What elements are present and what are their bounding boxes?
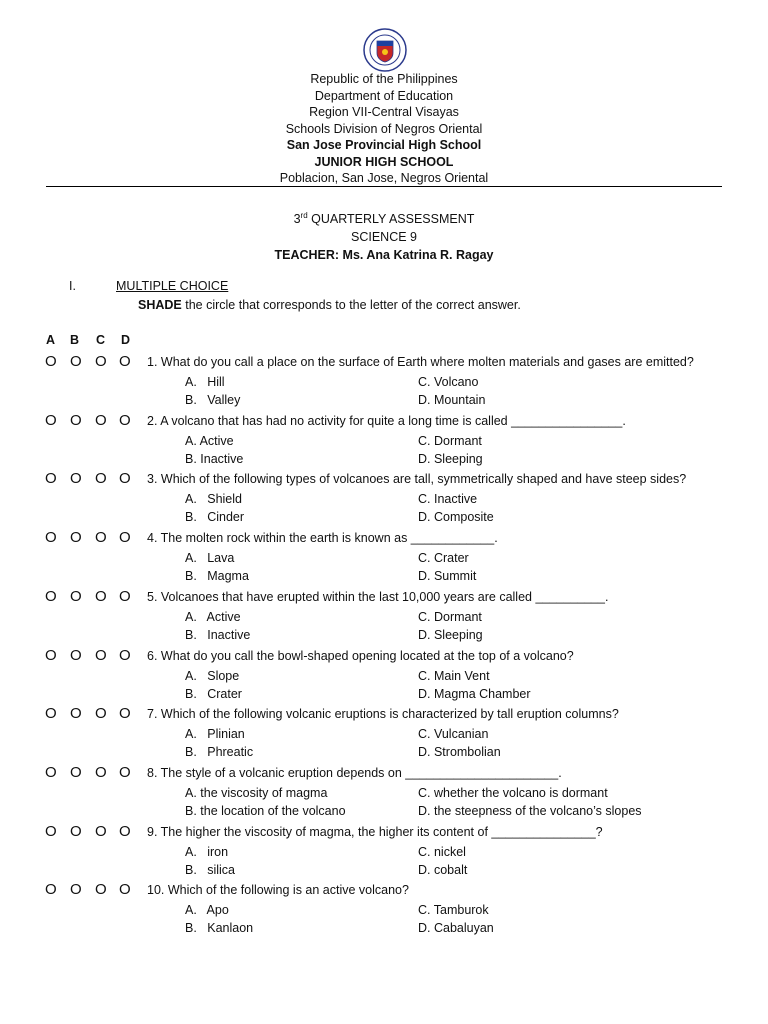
question-text: 8. The style of a volcanic eruption depends on ______________________. bbox=[147, 765, 562, 780]
question-item bbox=[0, 646, 768, 707]
option-a: A. Slope bbox=[185, 668, 240, 683]
answer-circle-b[interactable]: O bbox=[70, 587, 82, 605]
answer-circle-b[interactable]: O bbox=[70, 646, 82, 664]
question-item bbox=[0, 587, 768, 648]
school-header bbox=[0, 71, 768, 187]
option-b: B. Crater bbox=[185, 686, 242, 701]
question-item bbox=[0, 355, 768, 413]
option-d: D. Cabaluyan bbox=[418, 921, 494, 936]
answer-header-c: C bbox=[96, 333, 106, 347]
option-d: D. Sleeping bbox=[418, 627, 483, 642]
answer-circle-b[interactable]: O bbox=[70, 705, 82, 723]
question-text: 4. The molten rock within the earth is known as ____________. bbox=[147, 531, 498, 546]
question-text: 5. Volcanoes that have erupted within the last 10,000 years are called __________. bbox=[147, 589, 609, 604]
answer-circle-c[interactable]: O bbox=[95, 411, 107, 429]
answer-header-b: B bbox=[70, 333, 80, 347]
school-name: San Jose Provincial High School bbox=[286, 138, 482, 152]
section-title: MULTIPLE CHOICE bbox=[116, 279, 229, 293]
answer-circle-b[interactable]: O bbox=[70, 822, 82, 840]
instructions: SHADE the circle that corresponds to the letter of the correct answer. bbox=[138, 298, 521, 312]
answer-circle-a[interactable]: O bbox=[45, 881, 57, 899]
question-item bbox=[0, 531, 768, 589]
answer-circle-c[interactable]: O bbox=[95, 646, 107, 664]
answer-circle-d[interactable]: O bbox=[119, 881, 131, 899]
question-text: 9. The higher the viscosity of magma, the higher its content of _______________? bbox=[147, 824, 603, 839]
question-item bbox=[0, 763, 768, 824]
option-d: D. cobalt bbox=[418, 862, 468, 877]
option-a: A. the viscosity of magma bbox=[185, 785, 328, 800]
header-line: Republic of the Philippines bbox=[310, 72, 458, 86]
header-line: Schools Division of Negros Oriental bbox=[285, 121, 483, 136]
option-c: C. Main Vent bbox=[418, 668, 490, 683]
option-b: B. the location of the volcano bbox=[185, 803, 346, 818]
answer-circle-c[interactable]: O bbox=[95, 705, 107, 723]
option-b: B. Kanlaon bbox=[185, 921, 254, 936]
option-d: D. Summit bbox=[418, 569, 477, 584]
question-item bbox=[0, 883, 768, 941]
question-text: 2. A volcano that has had no activity for quite a long time is called ________________. bbox=[147, 413, 626, 428]
option-d: D. Composite bbox=[418, 510, 494, 525]
answer-circle-d[interactable]: O bbox=[119, 411, 131, 429]
answer-circle-c[interactable]: O bbox=[95, 587, 107, 605]
section-number: I. bbox=[69, 279, 76, 293]
answer-circle-a[interactable]: O bbox=[45, 705, 57, 723]
answer-circle-a[interactable]: O bbox=[45, 353, 57, 370]
question-text: 3. Which of the following types of volcanoes are tall, symmetrically shaped and have steep sides? bbox=[147, 472, 687, 487]
option-b: B. Inactive bbox=[185, 627, 251, 642]
option-c: C. Dormant bbox=[418, 433, 482, 448]
option-a: A. Active bbox=[185, 609, 241, 624]
option-a: A. Lava bbox=[185, 551, 235, 566]
answer-circle-d[interactable]: O bbox=[119, 529, 131, 547]
answer-circle-d[interactable]: O bbox=[119, 470, 131, 488]
question-text: 10. Which of the following is an active volcano? bbox=[147, 883, 409, 898]
answer-circle-d[interactable]: O bbox=[119, 822, 131, 840]
answer-circle-b[interactable]: O bbox=[70, 411, 82, 429]
answer-circle-a[interactable]: O bbox=[45, 470, 57, 488]
answer-circle-a[interactable]: O bbox=[45, 411, 57, 429]
option-d: D. the steepness of the volcano’s slopes bbox=[418, 803, 642, 818]
option-b: B. Valley bbox=[185, 393, 241, 407]
option-a: A. Apo bbox=[185, 903, 229, 918]
school-address: Poblacion, San Jose, Negros Oriental bbox=[279, 171, 489, 185]
option-c: C. Tamburok bbox=[418, 903, 489, 918]
answer-circle-d[interactable]: O bbox=[119, 587, 131, 605]
option-c: C. nickel bbox=[418, 844, 466, 859]
option-d: D. Strombolian bbox=[418, 745, 501, 760]
answer-circle-c[interactable]: O bbox=[95, 881, 107, 899]
answer-circle-a[interactable]: O bbox=[45, 529, 57, 547]
subject: SCIENCE 9 bbox=[351, 230, 417, 245]
option-c: C. Inactive bbox=[418, 492, 478, 507]
answer-circle-c[interactable]: O bbox=[95, 822, 107, 840]
option-a: A. Shield bbox=[185, 492, 242, 507]
teacher: TEACHER: Ms. Ana Katrina R. Ragay bbox=[274, 248, 494, 263]
answer-header-d: D bbox=[121, 333, 131, 347]
option-c: C. Volcano bbox=[418, 375, 479, 389]
option-d: D. Sleeping bbox=[418, 451, 483, 466]
answer-circle-a[interactable]: O bbox=[45, 763, 57, 781]
answer-circle-c[interactable]: O bbox=[95, 353, 107, 370]
assessment-title: 3rd QUARTERLY ASSESSMENT bbox=[293, 211, 475, 227]
answer-circle-d[interactable]: O bbox=[119, 646, 131, 664]
option-b: B. Cinder bbox=[185, 510, 245, 525]
answer-circle-d[interactable]: O bbox=[119, 353, 131, 370]
deped-seal-icon bbox=[363, 28, 407, 72]
answer-circle-d[interactable]: O bbox=[119, 705, 131, 723]
answer-circle-a[interactable]: O bbox=[45, 646, 57, 664]
answer-circle-d[interactable]: O bbox=[119, 763, 131, 781]
header-line: Department of Education bbox=[314, 88, 454, 103]
option-c: C. Crater bbox=[418, 551, 469, 566]
option-c: C. Dormant bbox=[418, 609, 482, 624]
question-item bbox=[0, 472, 768, 530]
option-b: B. Inactive bbox=[185, 451, 244, 466]
option-b: B. Magma bbox=[185, 569, 249, 584]
option-a: A. Plinian bbox=[185, 727, 245, 742]
question-item bbox=[0, 411, 768, 472]
answer-circle-a[interactable]: O bbox=[45, 587, 57, 605]
question-text: 1. What do you call a place on the surface of Earth where molten materials and gases are emitted? bbox=[147, 355, 694, 369]
answer-circle-c[interactable]: O bbox=[95, 529, 107, 547]
answer-circle-c[interactable]: O bbox=[95, 470, 107, 488]
answer-circle-b[interactable]: O bbox=[70, 470, 82, 488]
question-text: 6. What do you call the bowl-shaped opening located at the top of a volcano? bbox=[147, 648, 574, 663]
answer-circle-b[interactable]: O bbox=[70, 353, 82, 370]
school-level: JUNIOR HIGH SCHOOL bbox=[314, 154, 454, 169]
question-item bbox=[0, 822, 768, 883]
option-a: A. Active bbox=[185, 433, 234, 448]
question-text: 7. Which of the following volcanic eruptions is characterized by tall eruption columns? bbox=[147, 707, 619, 722]
header-line: Region VII-Central Visayas bbox=[309, 105, 459, 119]
option-a: A. iron bbox=[185, 844, 229, 859]
answer-circle-c[interactable]: O bbox=[95, 763, 107, 781]
option-c: C. Vulcanian bbox=[418, 727, 489, 742]
answer-circle-b[interactable]: O bbox=[70, 881, 82, 899]
option-b: B. silica bbox=[185, 862, 236, 877]
answer-circle-b[interactable]: O bbox=[70, 763, 82, 781]
answer-circle-b[interactable]: O bbox=[70, 529, 82, 547]
option-d: D. Magma Chamber bbox=[418, 686, 531, 701]
header-divider bbox=[46, 186, 722, 187]
question-item bbox=[0, 707, 768, 765]
option-a: A. Hill bbox=[185, 375, 225, 389]
answer-header-a: A bbox=[46, 333, 56, 347]
option-b: B. Phreatic bbox=[185, 745, 254, 760]
option-d: D. Mountain bbox=[418, 393, 486, 407]
assessment-title-block bbox=[0, 207, 768, 264]
answer-circle-a[interactable]: O bbox=[45, 822, 57, 840]
option-c: C. whether the volcano is dormant bbox=[418, 785, 608, 800]
